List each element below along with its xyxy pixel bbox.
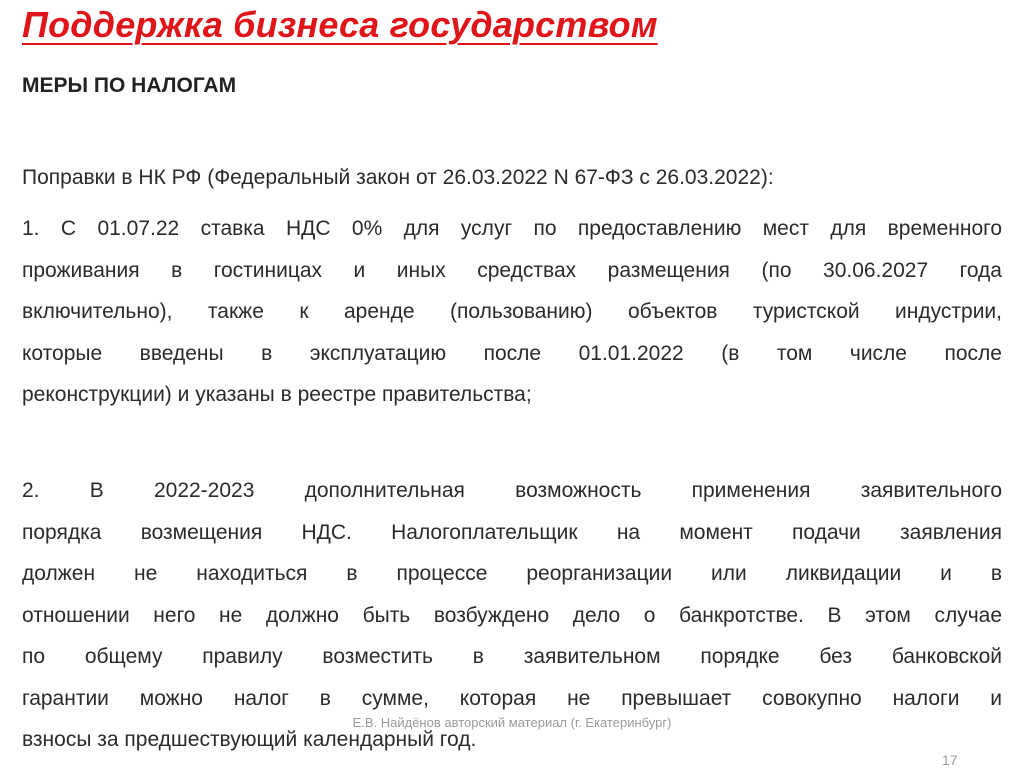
- paragraph-line: включительно), также к аренде (пользованию) объектов туристской индустрии,: [22, 300, 1002, 323]
- intro-text: Поправки в НК РФ (Федеральный закон от 26.03.2022 N 67-ФЗ с 26.03.2022):: [22, 166, 774, 189]
- paragraph-line: проживания в гостиницах и иных средствах размещения (по 30.06.2027 года: [22, 258, 1002, 282]
- page-number: 17: [942, 752, 958, 768]
- paragraph-line: реконструкции) и указаны в реестре правительства;: [22, 383, 532, 406]
- paragraph-line: должен не находиться в процессе реорганизации или ликвидации и в: [22, 562, 1002, 585]
- paragraph-line: 1. С 01.07.22 ставка НДС 0% для услуг по предоставлению мест для временного: [22, 217, 1002, 240]
- paragraph-line: порядка возмещения НДС. Налогоплательщик на момент подачи заявления: [22, 520, 1002, 544]
- paragraph-line: отношении него не должно быть возбуждено дело о банкротстве. В этом случае: [22, 603, 1002, 627]
- paragraph-line: по общему правилу возместить в заявительном порядке без банковской: [22, 645, 1002, 668]
- paragraph-1: [22, 208, 1002, 416]
- paragraph-line: гарантии можно налог в сумме, которая не превышает совокупно налоги и: [22, 686, 1002, 710]
- slide-title: Поддержка бизнеса государством: [22, 4, 658, 45]
- paragraph-line: которые введены в эксплуатацию после 01.01.2022 (в том числе после: [22, 341, 1002, 365]
- slide-subtitle: МЕРЫ ПО НАЛОГАМ: [22, 74, 237, 97]
- paragraph-line: взносы за предшествующий календарный год.: [22, 728, 477, 751]
- paragraph-line: 2. В 2022-2023 дополнительная возможность применения заявительного: [22, 479, 1002, 502]
- footer-author: Е.В. Найдёнов авторский материал (г. Екатеринбург): [352, 715, 672, 730]
